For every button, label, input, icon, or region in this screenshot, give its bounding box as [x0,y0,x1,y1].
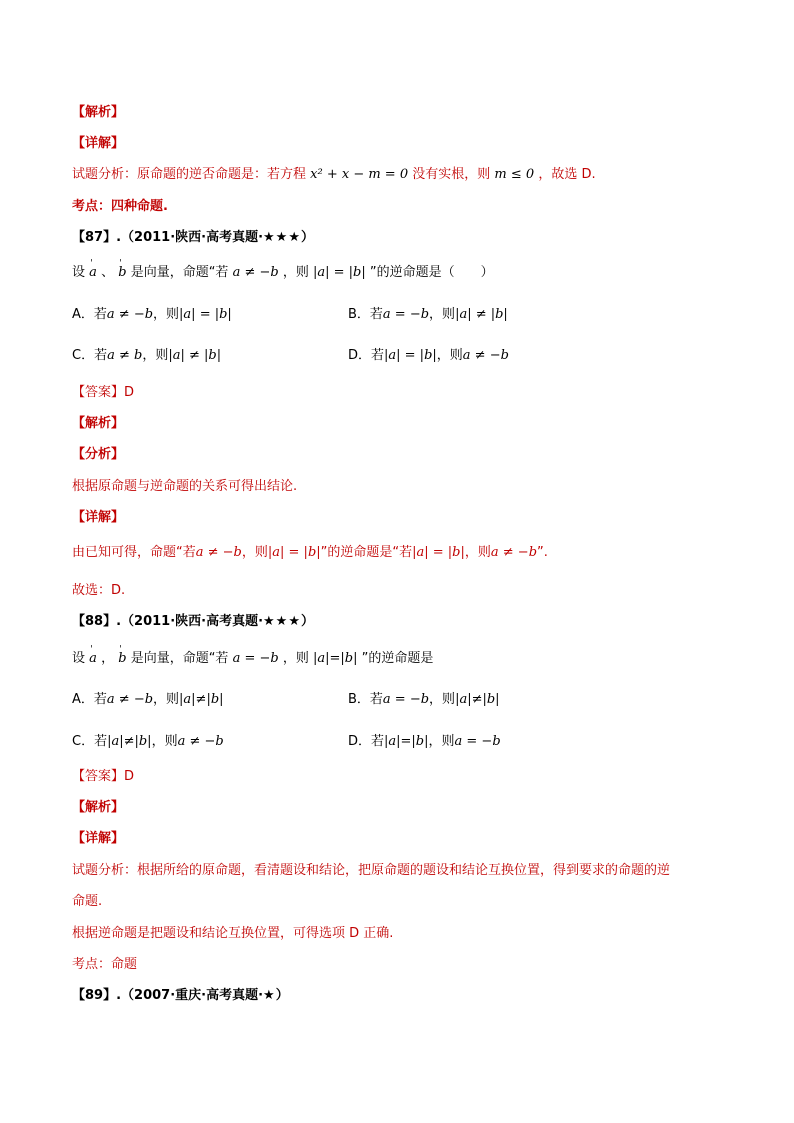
stem-text: 设 [72,651,86,666]
option-text: ，则 [429,307,456,322]
stem-text: 是向量，命题“若 [130,265,229,280]
question-89-header [72,987,289,1005]
option-condition: a ≠ −b [106,692,154,707]
option-text: ，则 [428,734,455,749]
option-result: a = −b [454,734,501,749]
option-result: |a|≠|b| [179,692,224,707]
option-result: |a| = |b| [179,307,232,322]
option-c[interactable] [72,733,224,751]
detail-expr: a ≠ −b [490,545,538,560]
option-label: A．若 [72,307,107,322]
difficulty-stars: ★★★ [263,614,301,629]
option-a[interactable] [72,691,224,709]
header-close: ） [301,230,315,245]
detail-text: ，则 [241,545,268,560]
option-d[interactable] [348,733,501,751]
vector-a: ' a [89,264,97,282]
option-text: ，则 [436,348,463,363]
stem-text: ，则 [282,651,309,666]
question-source: （2011·陕西·高考真题· [121,614,264,629]
detail-expr: |a| = |b| [267,545,321,560]
stem-text: ”的逆命题是（ ） [369,265,494,280]
question-source: （2007·重庆·高考真题· [121,988,264,1003]
kaodian-text: 考点：命题 [72,957,138,972]
jiexi-heading: 【解析】 [72,416,125,431]
question-87-stem [72,264,494,282]
header-close: ） [301,614,315,629]
guxuan-text: 故选：D. [72,583,126,598]
analysis-text: ，故选 D. [538,167,596,182]
question-88-header [72,613,314,631]
option-label: D．若 [348,734,385,749]
question-number: 【87】. [72,230,122,245]
option-result: |a| ≠ |b| [168,348,222,363]
stem-text: ”的逆命题是 [361,651,434,666]
option-text: ，则 [142,348,169,363]
xiangjie-heading: 【详解】 [72,510,125,525]
jiexi-heading: 【解析】 [72,800,125,815]
option-condition: |a|≠|b| [107,734,152,749]
question-number: 【88】. [72,614,122,629]
option-b[interactable] [348,306,508,324]
detail-expr: a ≠ −b [195,545,242,560]
option-condition: a = −b [382,307,430,322]
question-number: 【89】. [72,988,122,1003]
option-text: ，则 [153,692,180,707]
stem-text: 、 [101,265,115,280]
option-condition: a ≠ −b [106,307,154,322]
detail-line [72,544,548,562]
difficulty-stars: ★ [263,988,276,1003]
result-expr: |a| = |b| [313,265,366,280]
condition-expr: a ≠ −b [232,265,279,280]
option-result: |a| ≠ |b| [455,307,508,322]
option-c[interactable] [72,347,221,365]
option-text: ，则 [153,307,180,322]
option-result: a ≠ −b [177,734,224,749]
option-text: ，则 [151,734,178,749]
option-result: a ≠ −b [462,348,509,363]
answer: 【答案】D [72,769,135,784]
option-text: ，则 [429,692,456,707]
kaodian-text: 考点：四种命题. [72,199,168,214]
detail-text: ”的逆命题是“若 [320,545,413,560]
option-a[interactable] [72,306,232,324]
fenxi-text: 根据原命题与逆命题的关系可得出结论. [72,479,298,494]
detail-text: ”. [537,545,548,560]
option-result: |a|≠|b| [455,692,500,707]
inequality: m ≤ 0 [494,167,535,182]
question-87-header [72,229,314,247]
vector-b: ' b [118,650,126,668]
vector-a: ' a [89,650,97,668]
detail-text: 由已知可得，命题“若 [72,545,196,560]
option-condition: a = −b [382,692,430,707]
analysis-text: 没有实根，则 [412,167,491,182]
header-close: ） [275,988,289,1003]
fenxi-heading: 【分析】 [72,447,125,462]
analysis-line-3: 根据逆命题是把题设和结论互换位置，可得选项 D 正确. [72,926,394,941]
equation: x² + x − m = 0 [310,167,409,182]
option-b[interactable] [348,691,500,709]
xiangjie-heading: 【详解】 [72,136,125,151]
option-label: B．若 [348,307,383,322]
option-condition: |a| = |b| [384,348,437,363]
stem-text: ，则 [282,265,309,280]
analysis-line-1: 试题分析：根据所给的原命题，看清题设和结论，把原命题的题设和结论互换位置，得到要求的命题的逆 [72,863,671,878]
analysis-line [72,166,596,184]
stem-text: 设 [72,265,86,280]
option-condition: |a|=|b| [384,734,429,749]
question-88-stem [72,650,433,668]
xiangjie-heading: 【详解】 [72,831,125,846]
option-label: D．若 [348,348,385,363]
condition-expr: a = −b [232,651,279,666]
question-source: （2011·陕西·高考真题· [121,230,264,245]
analysis-text: 试题分析：原命题的逆否命题是：若方程 [72,167,307,182]
option-label: C．若 [72,348,108,363]
option-label: A．若 [72,692,107,707]
stem-text: 是向量，命题“若 [130,651,229,666]
option-label: C．若 [72,734,108,749]
option-condition: a ≠ b [107,348,143,363]
option-label: B．若 [348,692,383,707]
analysis-line-2: 命题. [72,894,103,909]
detail-expr: |a| = |b| [412,545,465,560]
vector-b: ' b [118,264,126,282]
stem-text: ， [101,651,115,666]
difficulty-stars: ★★★ [263,230,301,245]
option-d[interactable] [348,347,509,365]
jiexi-heading: 【解析】 [72,105,125,120]
detail-text: ，则 [464,545,491,560]
answer: 【答案】D [72,385,135,400]
result-expr: |a|=|b| [313,651,358,666]
